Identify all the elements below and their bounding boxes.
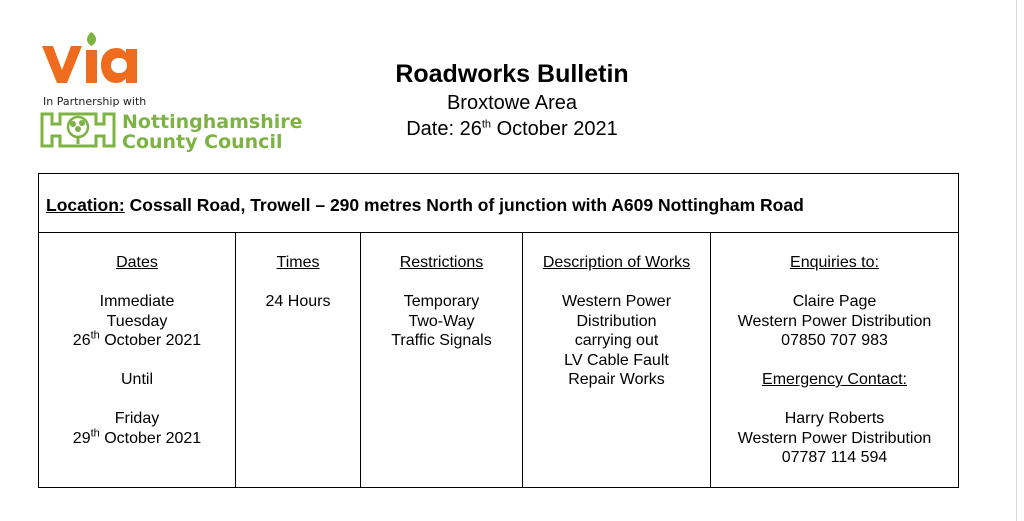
dates-start-rest: October 2021 bbox=[99, 332, 202, 349]
location-label: Location: bbox=[46, 195, 125, 215]
bulletin-table bbox=[38, 173, 959, 488]
notts-tree-emblem-icon bbox=[40, 110, 116, 150]
dates-end-rest: October 2021 bbox=[99, 429, 202, 447]
dates-end-date bbox=[39, 429, 235, 449]
council-name-line2: County Council bbox=[122, 131, 283, 153]
restrictions-header: Restrictions bbox=[399, 254, 484, 271]
bulletin-date bbox=[300, 116, 724, 142]
dates-end-day: 29 bbox=[72, 429, 91, 447]
times-header: Times bbox=[276, 254, 320, 271]
dates-end-sup: th bbox=[90, 427, 100, 440]
emergency-phone: 07787 114 594 bbox=[781, 449, 888, 466]
dates-until: Until bbox=[120, 371, 153, 388]
dates-start-date bbox=[39, 331, 235, 351]
restrictions-column bbox=[360, 233, 522, 487]
bulletin-date-prefix: Date: 26 bbox=[406, 118, 482, 140]
dates-end-line1: Friday bbox=[114, 410, 160, 427]
contact-name: Claire Page bbox=[792, 293, 877, 310]
bulletin-title: Roadworks Bulletin bbox=[395, 60, 629, 88]
restrictions-line: Two-Way bbox=[408, 312, 475, 330]
description-column bbox=[522, 233, 710, 487]
contact-phone: 07850 707 983 bbox=[781, 332, 888, 349]
description-line: LV Cable Fault bbox=[564, 351, 669, 369]
council-name bbox=[122, 112, 303, 152]
emergency-name: Harry Roberts bbox=[784, 410, 885, 427]
bulletin-date-suffix: October 2021 bbox=[491, 118, 618, 140]
times-column bbox=[235, 233, 360, 487]
description-header: Description of Works bbox=[542, 254, 691, 271]
restrictions-line: Temporary bbox=[403, 293, 480, 310]
enquiries-header: Enquiries to: bbox=[790, 254, 879, 271]
contact-org: Western Power Distribution bbox=[737, 312, 932, 330]
dates-header: Dates bbox=[116, 254, 158, 271]
bulletin-date-sup: th bbox=[481, 118, 492, 131]
emergency-org: Western Power Distribution bbox=[737, 429, 932, 447]
dates-start-line1: Immediate bbox=[99, 293, 175, 310]
council-name-line1: Nottinghamshire bbox=[122, 111, 303, 133]
location-row bbox=[39, 174, 958, 233]
description-line: Distribution bbox=[576, 312, 657, 330]
times-value: 24 Hours bbox=[265, 293, 331, 310]
enquiries-column bbox=[710, 233, 958, 487]
location-text: Cossall Road, Trowell – 290 metres North of junction with A609 Nottingham Road bbox=[124, 195, 804, 215]
dates-column bbox=[39, 233, 235, 487]
restrictions-line: Traffic Signals bbox=[391, 332, 492, 349]
dates-start-day: 26 bbox=[72, 332, 91, 349]
via-notts-logo bbox=[40, 30, 330, 160]
via-logo-icon bbox=[40, 30, 140, 90]
partnership-text: In Partnership with bbox=[43, 95, 147, 108]
description-line: Repair Works bbox=[568, 371, 665, 388]
bulletin-area: Broxtowe Area bbox=[446, 92, 578, 114]
dates-start-sup: th bbox=[90, 329, 100, 342]
dates-start-line2: Tuesday bbox=[106, 312, 168, 330]
description-line: carrying out bbox=[574, 332, 659, 349]
bulletin-heading bbox=[300, 58, 724, 142]
description-line: Western Power bbox=[561, 293, 672, 310]
emergency-header: Emergency Contact: bbox=[762, 371, 907, 388]
